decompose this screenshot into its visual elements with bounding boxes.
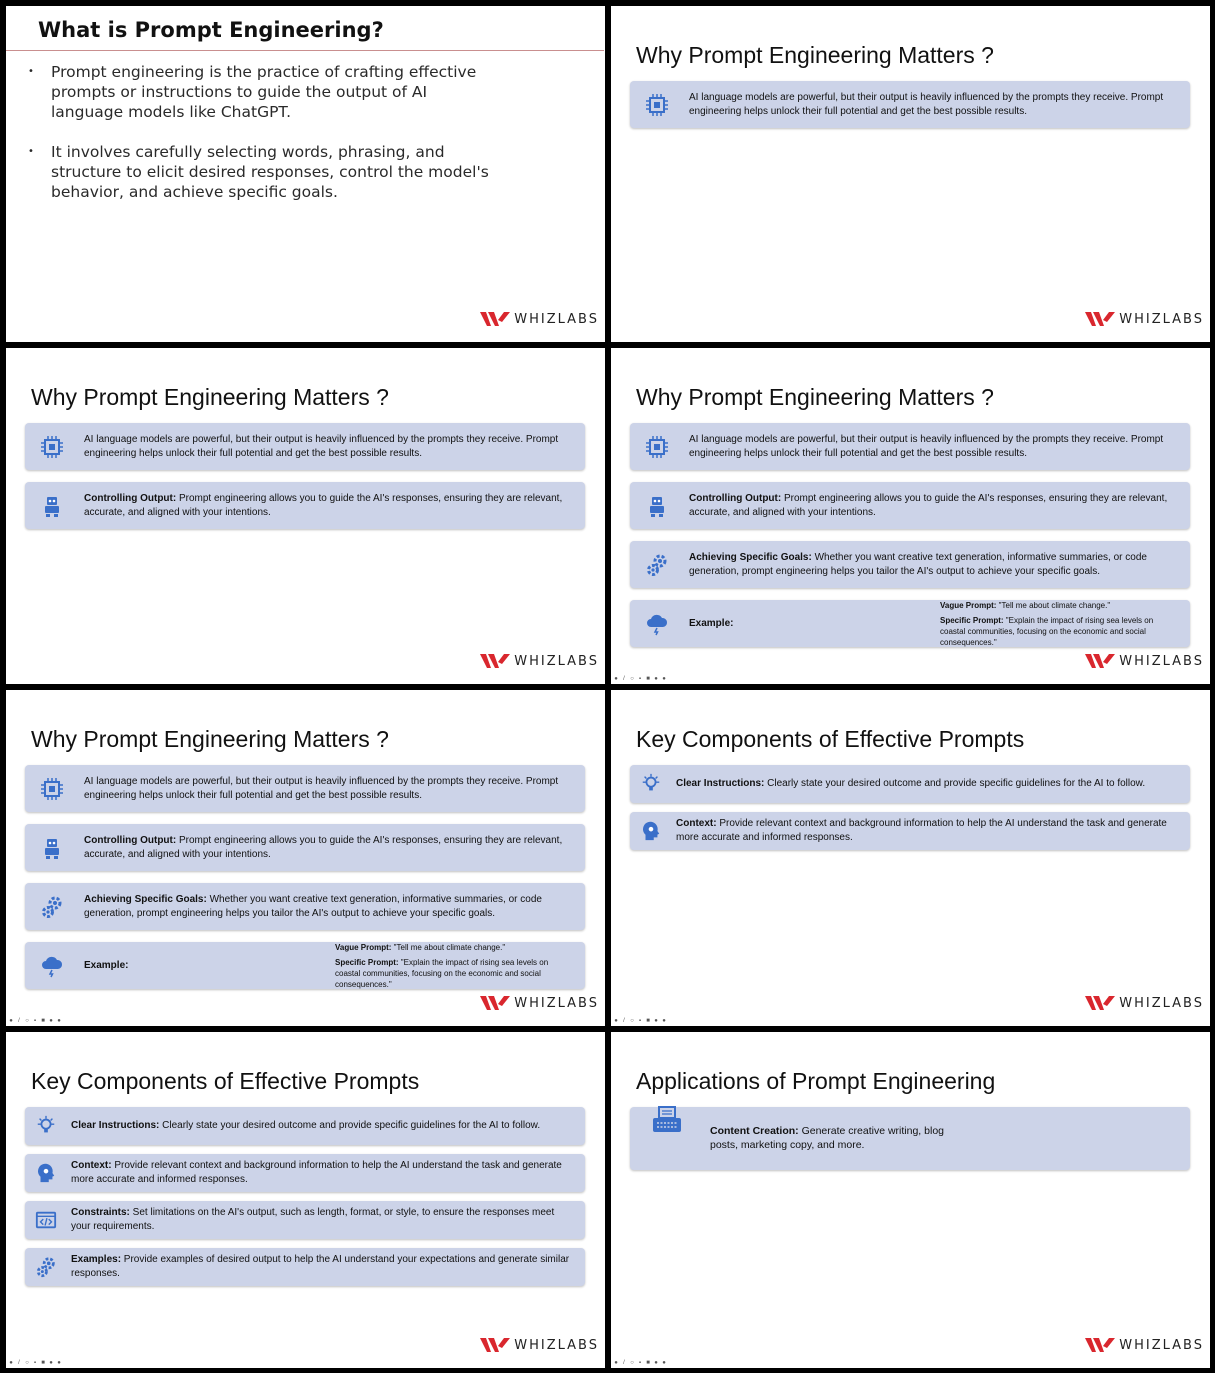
card-text — [84, 893, 571, 921]
card-heading: Clear Instructions: — [71, 1120, 160, 1131]
gears-icon — [39, 894, 65, 920]
slide-title: Key Components of Effective Prompts — [636, 726, 1025, 752]
more-icon[interactable]: ● — [662, 1360, 666, 1366]
card-text — [676, 777, 1176, 791]
slide-title: Applications of Prompt Engineering — [636, 1068, 996, 1094]
card-constraints — [25, 1201, 585, 1239]
card-example — [630, 600, 1190, 647]
card-text — [84, 834, 571, 862]
whizlabs-mark-icon — [480, 995, 510, 1011]
card-text — [710, 1124, 970, 1152]
card-example — [25, 942, 585, 989]
subtitles-icon[interactable]: ● — [654, 1360, 658, 1366]
zoom-icon[interactable]: ○ — [25, 1018, 29, 1024]
whizlabs-mark-icon — [480, 1337, 510, 1353]
card-heading: Context: — [71, 1160, 112, 1171]
subtitles-icon[interactable]: ● — [49, 1018, 53, 1024]
logo-text: WHIZLABS — [1119, 995, 1204, 1011]
slide-applications — [611, 1032, 1210, 1368]
bullet-item: • Prompt engineering is the practice of crafting effective prompts or instructions to guide the output of AI language models like ChatGPT. — [28, 62, 498, 122]
whizlabs-logo — [1085, 995, 1204, 1011]
card-list — [25, 1107, 585, 1295]
gears-icon — [33, 1254, 59, 1280]
pen-icon[interactable]: / — [623, 1018, 625, 1024]
card-controlling-output — [630, 482, 1190, 529]
card-text — [71, 1159, 571, 1187]
head-gear-icon — [33, 1160, 59, 1186]
vague-prompt-text: "Tell me about climate change." — [391, 943, 506, 952]
slide-title: Why Prompt Engineering Matters ? — [636, 384, 994, 410]
typewriter-icon — [650, 1104, 684, 1138]
slide-why-matters-4 — [6, 690, 605, 1026]
lightbulb-gear-icon — [33, 1113, 59, 1139]
card-heading: Achieving Specific Goals: — [84, 893, 207, 905]
slide-key-components-1 — [611, 690, 1210, 1026]
cloud-storm-icon — [39, 953, 65, 979]
zoom-icon[interactable]: ○ — [630, 676, 634, 682]
grid-icon[interactable]: ▪ — [638, 676, 642, 682]
card-ai-models — [630, 81, 1190, 128]
example-label: Example: — [84, 960, 129, 971]
whizlabs-mark-icon — [1085, 1337, 1115, 1353]
whizlabs-logo — [1085, 653, 1204, 669]
slide-what-is-prompt-engineering — [6, 6, 605, 342]
card-specific-goals — [25, 883, 585, 930]
card-clear-instructions — [630, 765, 1190, 803]
robot-icon — [644, 493, 670, 519]
card-text: AI language models are powerful, but their output is heavily influenced by the prompts they receive. Prompt engineering helps unlock their full potential and get the best possible results. — [689, 433, 1164, 459]
video-icon[interactable]: ■ — [41, 1360, 45, 1366]
card-text — [676, 817, 1176, 845]
vague-prompt-heading: Vague Prompt: — [940, 601, 997, 610]
card-content-creation — [630, 1107, 1190, 1170]
example-label: Example: — [689, 618, 734, 629]
vague-prompt — [940, 600, 1170, 611]
whizlabs-mark-icon — [1085, 653, 1115, 669]
specific-prompt-text: "Explain the impact of rising sea levels on coastal communities, focusing on the economic and social consequences." — [335, 958, 549, 989]
slide-why-matters-3 — [611, 348, 1210, 684]
card-text — [71, 1119, 571, 1133]
subtitles-icon[interactable]: ● — [654, 1018, 658, 1024]
card-body: Provide examples of desired output to help the AI understand your expectations and generate similar responses. — [71, 1254, 570, 1279]
video-icon[interactable]: ■ — [41, 1018, 45, 1024]
card-text: AI language models are powerful, but their output is heavily influenced by the prompts they receive. Prompt engineering helps unlock their full potential and get the best possible results. — [689, 91, 1164, 117]
card-text — [689, 551, 1176, 579]
zoom-icon[interactable]: ○ — [25, 1360, 29, 1366]
video-icon[interactable]: ■ — [646, 1360, 650, 1366]
card-body: Set limitations on the AI's output, such as length, format, or style, to ensure the responses meet your requirements. — [71, 1207, 555, 1232]
logo-text: WHIZLABS — [514, 1337, 599, 1353]
whizlabs-mark-icon — [1085, 995, 1115, 1011]
card-heading: Controlling Output: — [689, 492, 782, 504]
back-icon[interactable]: ● — [9, 1018, 13, 1024]
code-window-icon — [33, 1207, 59, 1233]
slide-title: What is Prompt Engineering? — [38, 18, 384, 42]
slide-title: Why Prompt Engineering Matters ? — [31, 384, 389, 410]
whizlabs-logo — [480, 653, 599, 669]
vague-prompt — [335, 942, 565, 953]
pen-icon[interactable]: / — [18, 1360, 20, 1366]
cloud-storm-icon — [644, 611, 670, 637]
specific-prompt-heading: Specific Prompt: — [335, 958, 399, 967]
slide-toolbar — [613, 676, 667, 682]
card-heading: Controlling Output: — [84, 492, 177, 504]
lightbulb-gear-icon — [638, 771, 664, 797]
card-body: Prompt engineering allows you to guide the AI's responses, ensuring they are relevant, accurate, and aligned with your intentions. — [689, 492, 1168, 518]
whizlabs-mark-icon — [480, 653, 510, 669]
example-prompts — [335, 942, 565, 990]
card-list — [25, 423, 585, 541]
cpu-chip-icon — [39, 434, 65, 460]
robot-icon — [39, 835, 65, 861]
slide-title: Why Prompt Engineering Matters ? — [31, 726, 389, 752]
subtitles-icon[interactable]: ● — [654, 676, 658, 682]
card-heading: Constraints: — [71, 1207, 130, 1218]
slide-title: Why Prompt Engineering Matters ? — [636, 42, 994, 68]
grid-icon[interactable]: ▪ — [33, 1018, 37, 1024]
slide-toolbar — [8, 1018, 62, 1024]
example-prompts — [940, 600, 1170, 648]
slide-toolbar — [8, 1360, 62, 1366]
specific-prompt-text: "Explain the impact of rising sea levels on coastal communities, focusing on the economic and social consequences." — [940, 616, 1154, 647]
video-icon[interactable]: ■ — [646, 1018, 650, 1024]
specific-prompt — [940, 615, 1170, 648]
card-heading: Examples: — [71, 1254, 122, 1265]
specific-prompt-heading: Specific Prompt: — [940, 616, 1004, 625]
card-ai-models — [630, 423, 1190, 470]
slide-title: Key Components of Effective Prompts — [31, 1068, 420, 1094]
card-text — [84, 492, 571, 520]
whizlabs-logo — [1085, 1337, 1204, 1353]
back-icon[interactable]: ● — [614, 1360, 618, 1366]
robot-icon — [39, 493, 65, 519]
card-text — [71, 1206, 571, 1234]
bullet-item: • It involves carefully selecting words, phrasing, and structure to elicit desired responses, control the model's behavior, and achieve specific goals. — [28, 142, 498, 202]
card-heading: Controlling Output: — [84, 834, 177, 846]
slide-why-matters-2 — [6, 348, 605, 684]
logo-text: WHIZLABS — [514, 653, 599, 669]
card-list — [25, 765, 585, 1001]
grid-icon[interactable]: ▪ — [638, 1360, 642, 1366]
card-ai-models — [25, 423, 585, 470]
subtitles-icon[interactable]: ● — [49, 1360, 53, 1366]
card-controlling-output — [25, 482, 585, 529]
cpu-chip-icon — [39, 776, 65, 802]
card-body: Whether you want creative text generation, informative summaries, or code generation, prompt engineering helps you tailor the AI's output to achieve your specific goals. — [689, 551, 1147, 577]
back-icon[interactable]: ● — [9, 1360, 13, 1366]
slide-why-matters-1 — [611, 6, 1210, 342]
grid-icon[interactable]: ▪ — [33, 1360, 37, 1366]
card-body: Whether you want creative text generation, informative summaries, or code generation, prompt engineering helps you tailor the AI's output to achieve your specific goals. — [84, 893, 542, 919]
card-text: AI language models are powerful, but their output is heavily influenced by the prompts they receive. Prompt engineering helps unlock their full potential and get the best possible results. — [84, 433, 559, 459]
head-gear-icon — [638, 818, 664, 844]
slide-key-components-2 — [6, 1032, 605, 1368]
logo-text: WHIZLABS — [1119, 1337, 1204, 1353]
card-ai-models — [25, 765, 585, 812]
card-examples — [25, 1248, 585, 1286]
whizlabs-logo — [480, 1337, 599, 1353]
whizlabs-logo — [480, 311, 599, 327]
back-icon[interactable]: ● — [614, 1018, 618, 1024]
logo-text: WHIZLABS — [1119, 653, 1204, 669]
cpu-chip-icon — [644, 92, 670, 118]
more-icon[interactable]: ● — [662, 676, 666, 682]
slide-toolbar — [613, 1018, 667, 1024]
whizlabs-mark-icon — [1085, 311, 1115, 327]
card-body: Prompt engineering allows you to guide the AI's responses, ensuring they are relevant, accurate, and aligned with your intentions. — [84, 834, 563, 860]
card-body: Generate creative writing, blog posts, marketing copy, and more. — [710, 1125, 944, 1151]
whizlabs-mark-icon — [480, 311, 510, 327]
card-text — [689, 492, 1176, 520]
slide-toolbar — [613, 1360, 667, 1366]
card-body: Clearly state your desired outcome and provide specific guidelines for the AI to follow. — [159, 1120, 541, 1131]
card-specific-goals — [630, 541, 1190, 588]
card-text: AI language models are powerful, but their output is heavily influenced by the prompts they receive. Prompt engineering helps unlock their full potential and get the best possible results. — [84, 775, 559, 801]
specific-prompt — [335, 957, 565, 990]
card-heading: Clear Instructions: — [676, 778, 765, 789]
pen-icon[interactable]: / — [18, 1018, 20, 1024]
card-heading: Achieving Specific Goals: — [689, 551, 812, 563]
pen-icon[interactable]: / — [623, 1360, 625, 1366]
more-icon[interactable]: ● — [662, 1018, 666, 1024]
card-text — [71, 1253, 571, 1281]
more-icon[interactable]: ● — [57, 1018, 61, 1024]
back-icon[interactable]: ● — [614, 676, 618, 682]
vague-prompt-heading: Vague Prompt: — [335, 943, 392, 952]
card-body: Clearly state your desired outcome and provide specific guidelines for the AI to follow. — [764, 778, 1146, 789]
cpu-chip-icon — [644, 434, 670, 460]
logo-text: WHIZLABS — [514, 311, 599, 327]
card-heading: Content Creation: — [710, 1125, 799, 1137]
grid-icon[interactable]: ▪ — [638, 1018, 642, 1024]
card-body: Provide relevant context and background information to help the AI understand the task and generate more accurate and informed responses. — [71, 1160, 562, 1185]
card-context — [25, 1154, 585, 1192]
whizlabs-logo — [480, 995, 599, 1011]
zoom-icon[interactable]: ○ — [630, 1360, 634, 1366]
gears-icon — [644, 552, 670, 578]
zoom-icon[interactable]: ○ — [630, 1018, 634, 1024]
card-body: Prompt engineering allows you to guide the AI's responses, ensuring they are relevant, accurate, and aligned with your intentions. — [84, 492, 563, 518]
card-body: Provide relevant context and background information to help the AI understand the task and generate more accurate and informed responses. — [676, 818, 1167, 843]
card-heading: Context: — [676, 818, 717, 829]
logo-text: WHIZLABS — [514, 995, 599, 1011]
bullet-list — [28, 62, 498, 222]
card-context — [630, 812, 1190, 850]
card-list — [630, 423, 1190, 659]
card-clear-instructions — [25, 1107, 585, 1145]
vague-prompt-text: "Tell me about climate change." — [996, 601, 1111, 610]
logo-text: WHIZLABS — [1119, 311, 1204, 327]
card-list — [630, 81, 1190, 140]
whizlabs-logo — [1085, 311, 1204, 327]
more-icon[interactable]: ● — [57, 1360, 61, 1366]
title-divider — [6, 50, 604, 51]
card-controlling-output — [25, 824, 585, 871]
pen-icon[interactable]: / — [623, 676, 625, 682]
video-icon[interactable]: ■ — [646, 676, 650, 682]
card-list — [630, 765, 1190, 859]
